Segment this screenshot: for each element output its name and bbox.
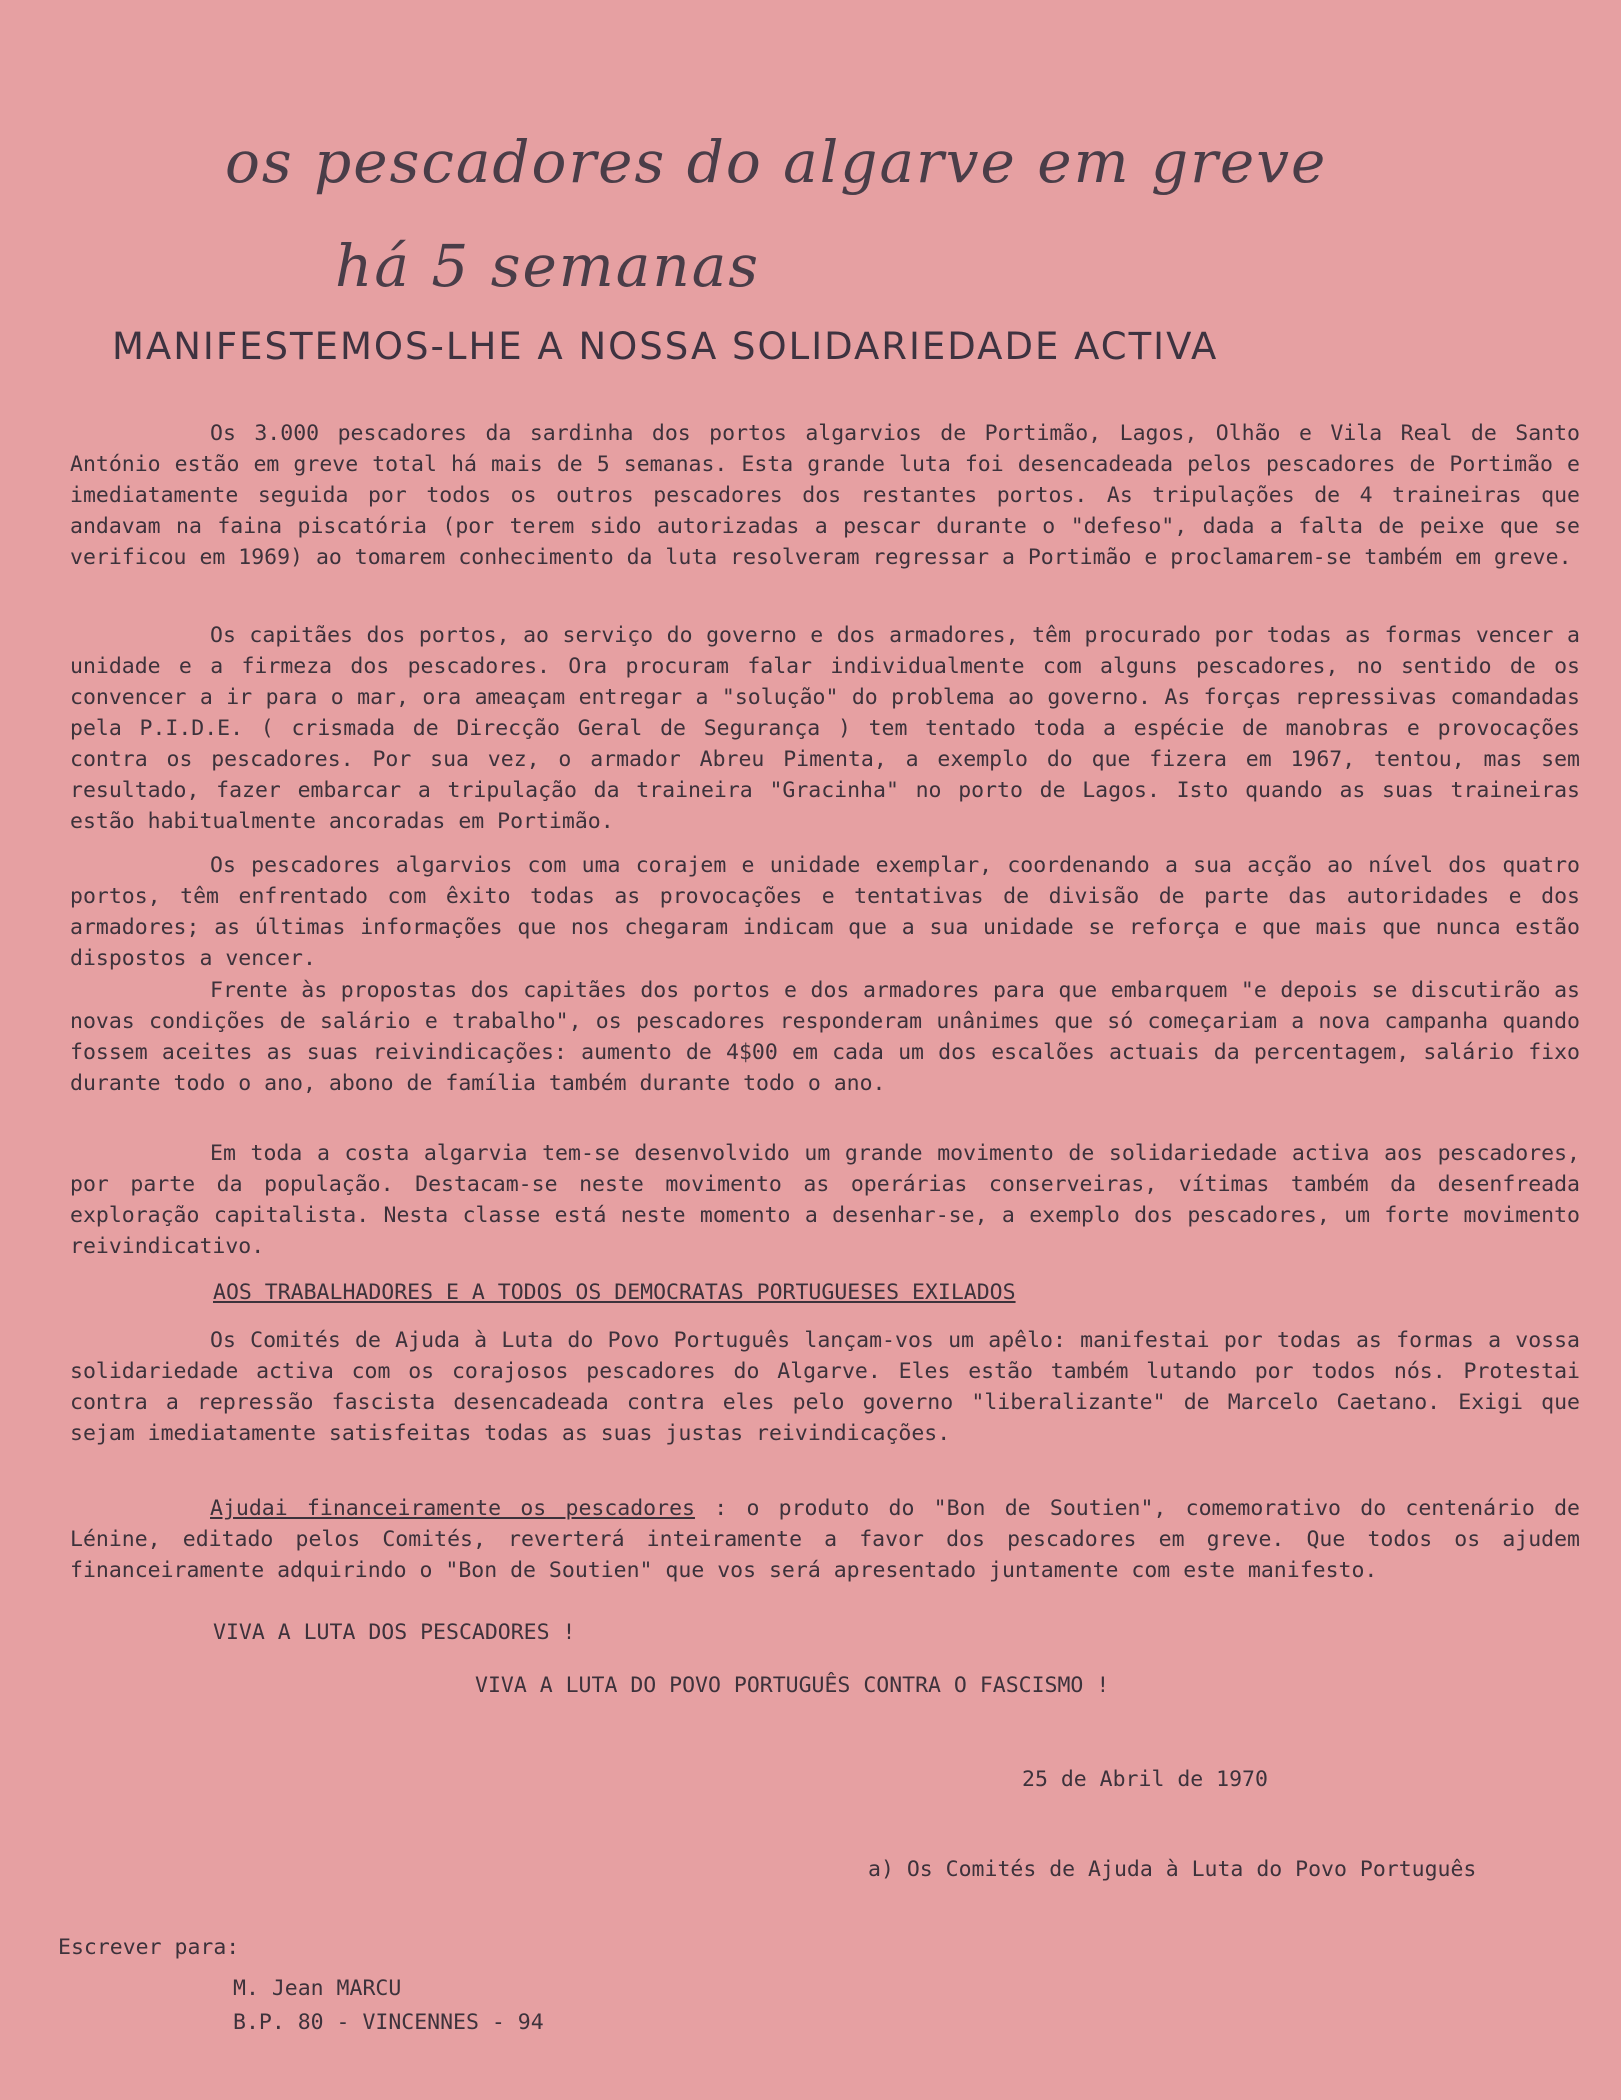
slogan-fishermen: VIVA A LUTA DOS PESCADORES ! (213, 1620, 576, 1645)
paragraph-appeal: Os Comités de Ajuda à Luta do Povo Português lançam-vos um apêlo: manifestai por todas as formas a vossa solidariedade activa com os corajosos pescadores do Algarve. Eles estão também lutando por todos nós. Protestai contra a repressão fascista desencadeada contra eles pelo governo "liberalizante" de Marcelo Caetano. Exigi que sejam imediatamente satisfeitas todas as suas justas reivindicações. (70, 1328, 1580, 1446)
paragraph-captains: Os capitães dos portos, ao serviço do governo e dos armadores, têm procurado por todas as formas vencer a unidade e a firmeza dos pescadores. Ora procuram falar individualmente com alguns pescadores, no sentido de os convencer a ir para o mar, ora ameaçam entregar a "solução" do problema ao governo. As forças repressivas comandadas pela P.I.D.E. ( crismada de Direcção Geral de Segurança ) tem tentado toda a espécie de manobras e provocações contra os pescadores. Por sua vez, o armador Abreu Pimenta, a exemplo do que fizera em 1967, tentou, mas sem resultado, fazer embarcar a tripulação da traineira "Gracinha" no porto de Lagos. Isto quando as suas traineiras estão habitualmente ancoradas em Portimão. (70, 623, 1580, 834)
paragraph-unity: Os pescadores algarvios com uma corajem e unidade exemplar, coordenando a sua acção ao nível dos quatro portos, têm enfrentado com êxito todas as provocações e tentativas de divisão de parte das autoridades e dos armadores; as últimas informações que nos chegaram indicam que a sua unidade se reforça e que mais que nunca estão dispostos a vencer. (70, 853, 1580, 971)
paragraph-solidarity: Em toda a costa algarvia tem-se desenvolvido um grande movimento de solidariedade activa aos pescadores, por parte da população. Destacam-se neste movimento as operárias conserveiras, vítimas também da desenfreada exploração capitalista. Nesta classe está neste momento a desenhar-se, a exemplo dos pescadores, um forte movimento reivindicativo. (70, 1141, 1580, 1259)
handwritten-title-line1: os pescadores do algarve em greve (225, 128, 1328, 196)
paragraph-financial-aid (70, 1493, 1580, 1586)
date: 25 de Abril de 1970 (1022, 1767, 1268, 1792)
slogan-people: VIVA A LUTA DO POVO PORTUGUÊS CONTRA O FASCISMO ! (475, 1673, 1110, 1698)
financial-aid-text: : o produto do "Bon de Soutien", comemorativo do centenário de Lénine, editado pelos Comités, reverterá inteiramente a favor dos pescadores em greve. Que todos os ajudem financeiramente adquirindo o "Bon de Soutien" que vos será apresentado juntamente com este manifesto. (70, 1496, 1580, 1583)
contact-name: M. Jean MARCU (233, 1976, 402, 2001)
headline: MANIFESTEMOS-LHE A NOSSA SOLIDARIEDADE ACTIVA (112, 325, 1219, 368)
signature: a) Os Comités de Ajuda à Luta do Povo Português (868, 1857, 1477, 1882)
section-heading: AOS TRABALHADORES E A TODOS OS DEMOCRATAS PORTUGUESES EXILADOS (213, 1280, 1016, 1305)
contact-label: Escrever para: (58, 1935, 240, 1960)
handwritten-title-line2: há 5 semanas (335, 232, 761, 300)
contact-address: B.P. 80 - VINCENNES - 94 (233, 2010, 544, 2035)
paragraph-demands: Frente às propostas dos capitães dos portos e dos armadores para que embarquem "e depois se discutirão as novas condições de salário e trabalho", os pescadores responderam unânimes que só começariam a nova campanha quando fossem aceites as suas reivindicações: aumento de 4$00 em cada um dos escalões actuais da percentagem, salário fixo durante todo o ano, abono de família também durante todo o ano. (70, 978, 1580, 1096)
financial-aid-lead: Ajudai financeiramente os pescadores (210, 1496, 695, 1521)
paragraph-strike: Os 3.000 pescadores da sardinha dos portos algarvios de Portimão, Lagos, Olhão e Vila Real de Santo António estão em greve total há mais de 5 semanas. Esta grande luta foi desencadeada pelos pescadores de Portimão e imediatamente seguida por todos os outros pescadores dos restantes portos. As tripulações de 4 traineiras que andavam na faina piscatória (por terem sido autorizadas a pescar durante o "defeso", dada a falta de peixe que se verificou em 1969) ao tomarem conhecimento da luta resolveram regressar a Portimão e proclamarem-se também em greve. (70, 421, 1580, 570)
